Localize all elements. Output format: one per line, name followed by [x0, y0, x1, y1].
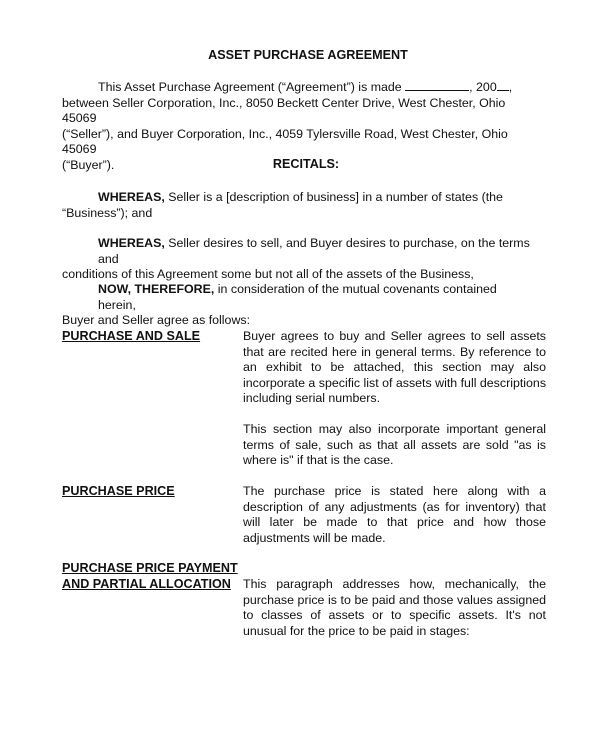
- recital-1: WHEREAS, Seller is a [description of business] in a number of states (the “Business”); and: [62, 190, 503, 220]
- document-title: ASSET PURCHASE AGREEMENT: [208, 48, 408, 62]
- recitals-heading: RECITALS:: [272, 157, 340, 171]
- intro-line-3: (“Seller”), and Buyer Corporation, Inc., 4059 Tylersville Road, West Chester, Ohio 45069: [62, 126, 508, 156]
- purchase-price-heading: PURCHASE PRICE: [62, 484, 175, 498]
- payment-allocation-heading: PURCHASE PRICE PAYMENT AND PARTIAL ALLOCATION: [62, 561, 238, 591]
- intro-line-1: This Asset Purchase Agreement (“Agreement”) is made , 200 ,: [98, 80, 513, 94]
- intro-line-4: (“Buyer”).: [62, 157, 115, 172]
- purchase-and-sale-para-1: Buyer agrees to buy and Seller agrees to sell assets that are recited here in general terms. By reference to an exhibit to be attached, this section may also incorporate a specific list of assets with full descriptions including serial numbers.: [243, 329, 547, 405]
- purchase-price-para-1: The purchase price is stated here along with a description of any adjustments (as for inventory) that will later be made to that price and how those adjustments will be made.: [243, 484, 546, 545]
- payment-allocation-para-1: This paragraph addresses how, mechanically, the purchase price is to be paid and those values assigned to classes of assets or to specific assets. It's not unusual for the price to be paid in stages:: [243, 577, 546, 638]
- purchase-and-sale-heading: PURCHASE AND SALE: [62, 329, 201, 343]
- recital-2: WHEREAS, Seller desires to sell, and Buyer desires to purchase, on the terms and conditions of this Agreement some but not all of the assets of the Business,: [62, 236, 530, 281]
- recital-3: NOW, THEREFORE, in consideration of the mutual covenants contained herein, Buyer and Seller agree as follows:: [62, 282, 497, 327]
- year-blank: [497, 79, 509, 91]
- date-blank: [405, 79, 469, 91]
- purchase-and-sale-para-2: This section may also incorporate important general terms of sale, such as that all assets are sold "as is where is" if that is the case.: [243, 422, 546, 467]
- intro-line-2: between Seller Corporation, Inc., 8050 Beckett Center Drive, West Chester, Ohio 45069: [62, 95, 506, 125]
